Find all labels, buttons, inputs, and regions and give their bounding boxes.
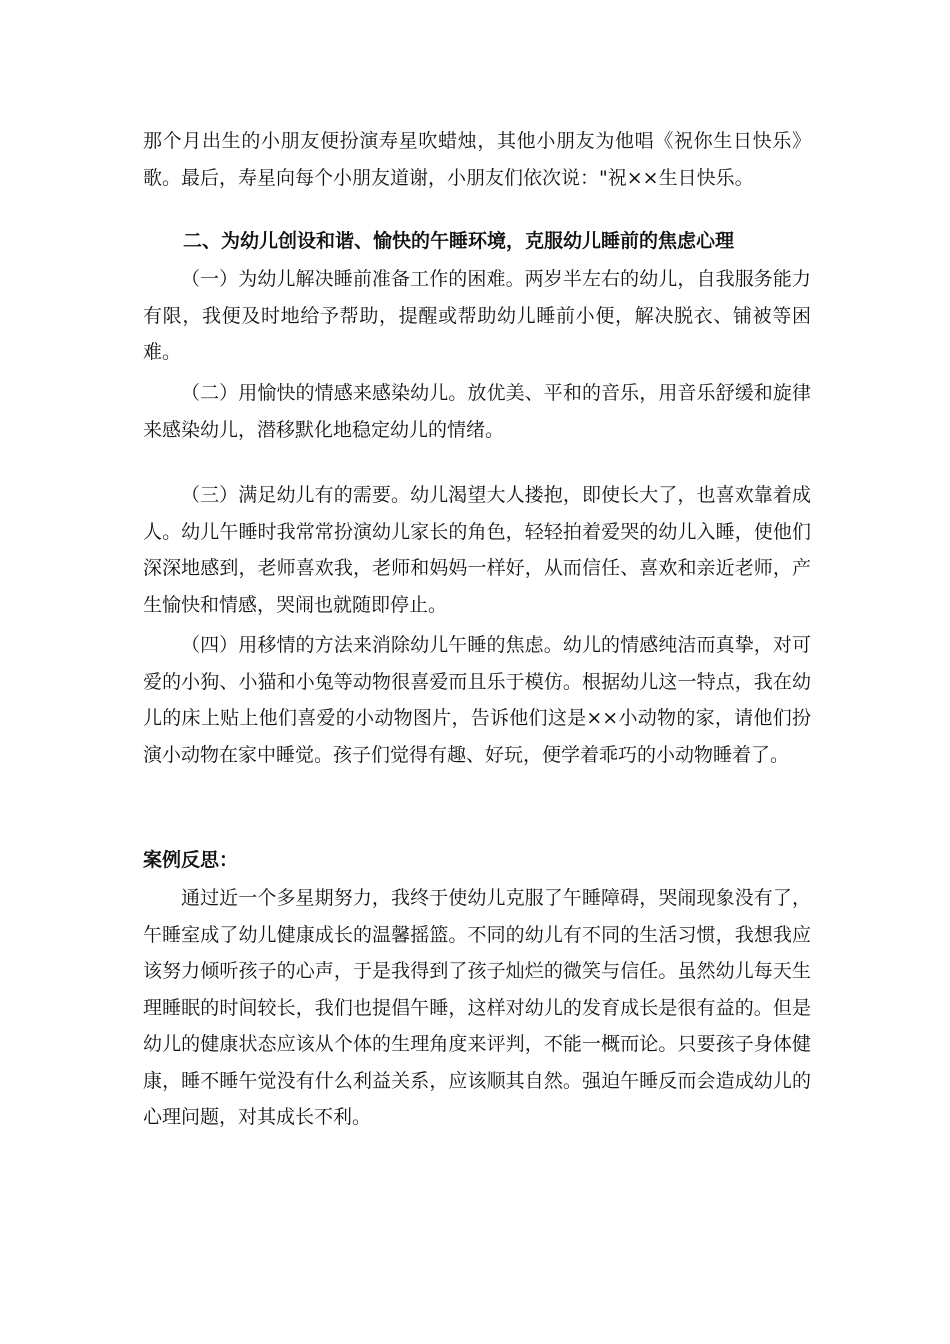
paragraph-item-4: （四）用移情的方法来消除幼儿午睡的焦虑。幼儿的情感纯洁而真挚，对可爱的小狗、小猫和小兔等动物很喜爱而且乐于模仿。根据幼儿这一特点，我在幼儿的床上贴上他们喜爱的小动物图片，告诉他们这是××小动物的家，请他们扮演小动物在家中睡觉。孩子们觉得有趣、好玩，便学着乖巧的小动物睡着了。 [143,634,811,766]
paragraph-item-2: （二）用愉快的情感来感染幼儿。放优美、平和的音乐，用音乐舒缓和旋律来感染幼儿，潜移默化地稳定幼儿的情绪。 [143,382,811,441]
paragraph-reflection: 通过近一个多星期努力，我终于使幼儿克服了午睡障碍，哭闹现象没有了，午睡室成了幼儿健康成长的温馨摇篮。不同的幼儿有不同的生活习惯，我想我应该努力倾听孩子的心声，于是我得到了孩子灿烂的微笑与信任。虽然幼儿每天生理睡眠的时间较长，我们也提倡午睡，这样对幼儿的发育成长是很有益的。但是幼儿的健康状态应该从个体的生理角度来评判，不能一概而论。只要孩子身体健康，睡不睡午觉没有什么利益关系，应该顺其自然。强迫午睡反而会造成幼儿的心理问题，对其成长不利。 [143,887,811,1128]
paragraph-birthday-intro: 那个月出生的小朋友便扮演寿星吹蜡烛，其他小朋友为他唱《祝你生日快乐》歌。最后，寿星向每个小朋友道谢，小朋友们依次说："祝××生日快乐。 [143,130,811,189]
reflection-label: 案例反思： [143,849,239,871]
paragraph-item-3: （三）满足幼儿有的需要。幼儿渴望大人搂抱，即使长大了，也喜欢靠着成人。幼儿午睡时我常常扮演幼儿家长的角色，轻轻拍着爱哭的幼儿入睡，使他们深深地感到，老师喜欢我，老师和妈妈一样好，从而信任、喜欢和亲近老师，产生愉快和情感，哭闹也就随即停止。 [143,484,811,616]
paragraph-item-1: （一）为幼儿解决睡前准备工作的困难。两岁半左右的幼儿，自我服务能力有限，我便及时地给予帮助，提醒或帮助幼儿睡前小便，解决脱衣、铺被等困难。 [143,268,811,363]
section-heading-nap-environment: 二、为幼儿创设和谐、愉快的午睡环境，克服幼儿睡前的焦虑心理 [183,230,735,252]
